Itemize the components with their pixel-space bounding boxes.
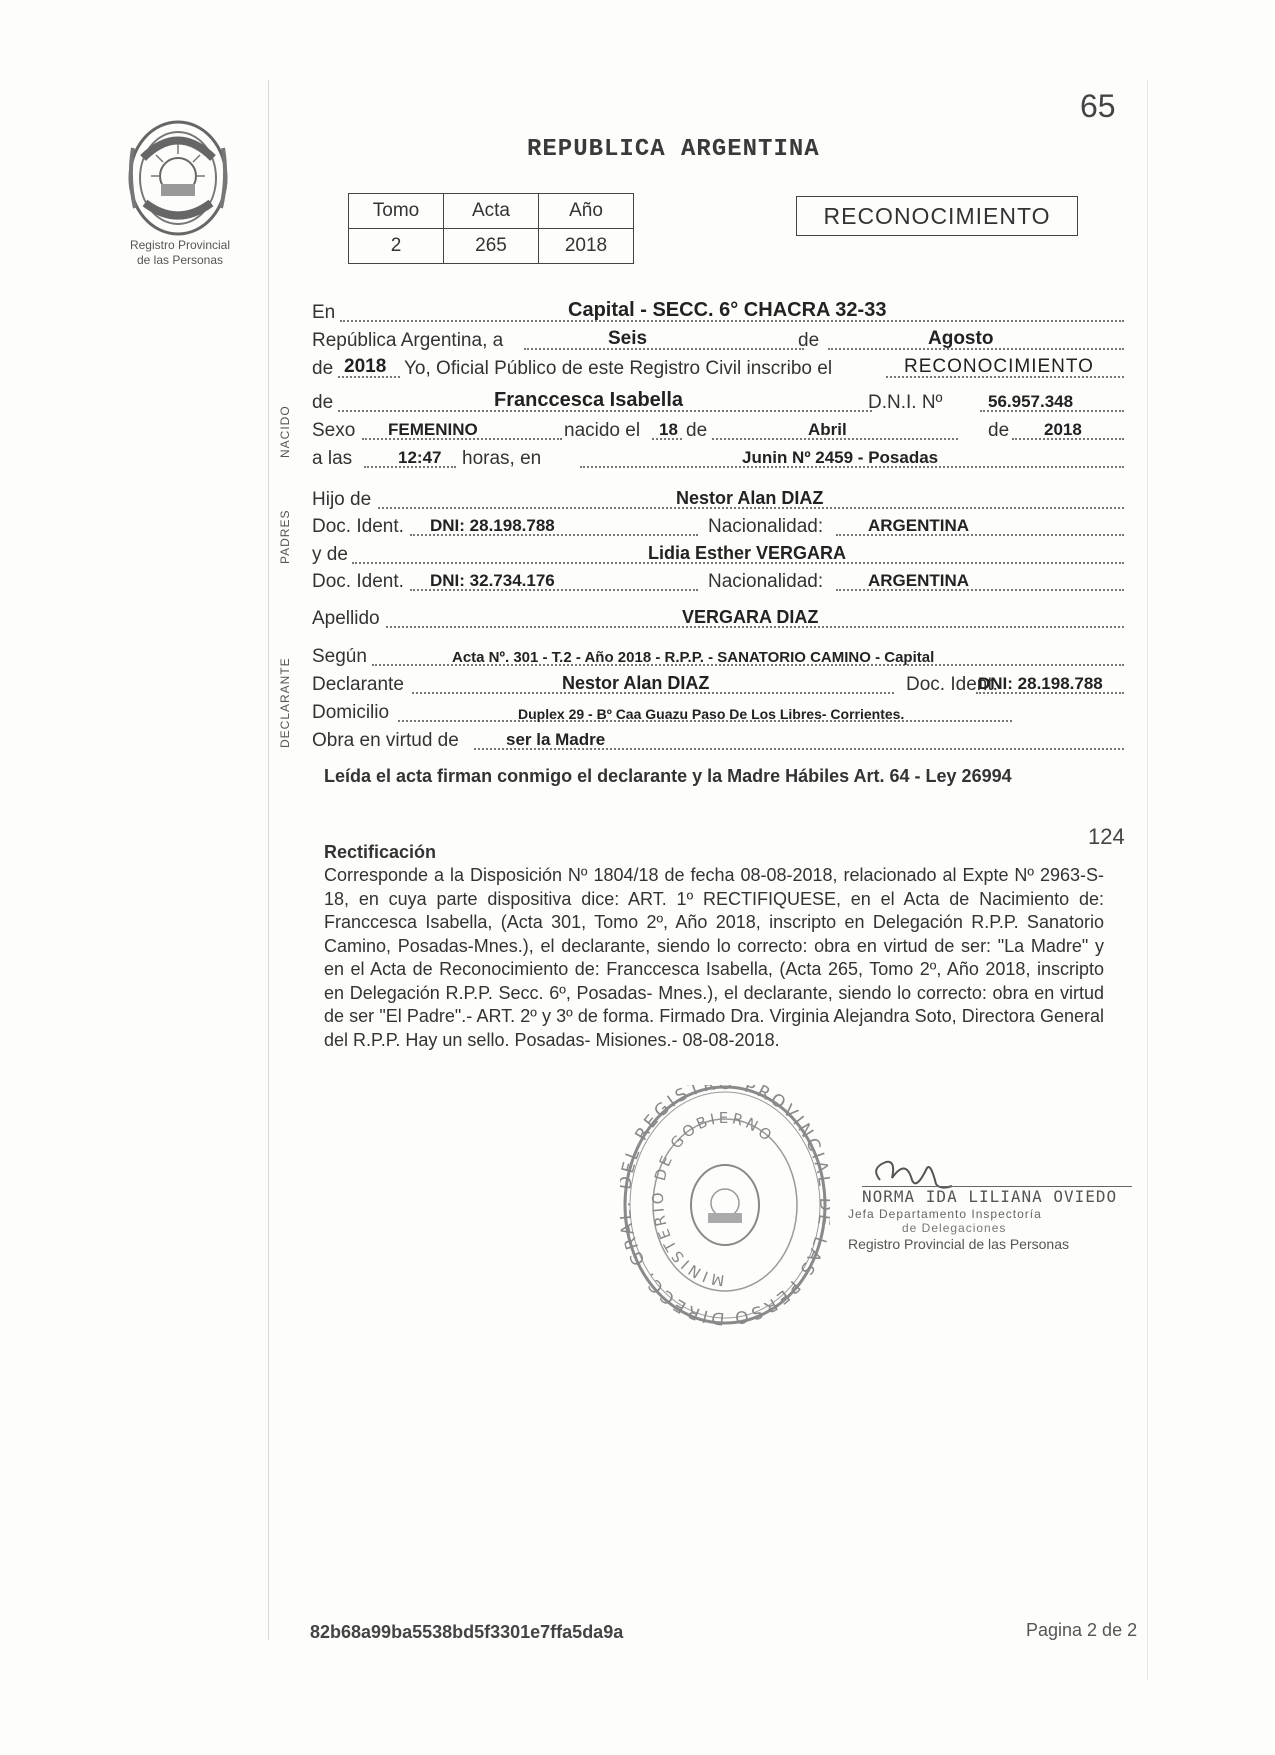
header-anio: Año (539, 194, 634, 229)
nac-anio: 2018 (1044, 420, 1082, 439)
line-madre-doc: Doc. Ident. DNI: 32.734.176 Nacionalidad: ARGENTINA (312, 565, 1124, 595)
signature-name: NORMA IDA LILIANA OVIEDO (862, 1187, 1118, 1206)
page-indicator: Pagina 2 de 2 (1026, 1620, 1138, 1640)
sexo: FEMENINO (388, 420, 478, 439)
lugar-registro: Capital - SECC. 6° CHACRA 32-33 (568, 299, 887, 321)
inscripcion: RECONOCIMIENTO (904, 356, 1094, 377)
leida-statement: Leída el acta firman conmigo el declarante y la Madre Hábiles Art. 64 - Ley 26994 (324, 766, 1012, 786)
line-segun: Según Acta Nº. 301 - T.2 - Año 2018 - R.P.P. - SANATORIO CAMINO - Capital (312, 640, 1124, 670)
rectificacion-number: 124 (1088, 824, 1125, 849)
header-acta: Acta (444, 194, 539, 229)
padre-nacionalidad: ARGENTINA (868, 516, 970, 535)
document-hash: 82b68a99ba5538bd5f3301e7ffa5da9a (310, 1622, 624, 1642)
segun: Acta Nº. 301 - T.2 - Año 2018 - R.P.P. - SANATORIO CAMINO - Capital (452, 649, 935, 666)
obra: ser la Madre (506, 730, 606, 749)
padre: Nestor Alan DIAZ (676, 488, 824, 508)
svg-text:DIRECC. GRAL. DEL REGISTRO PRO: DIRECC. GR EL REGISTR PROVINCI LAS PERSO (620, 1085, 830, 1329)
anio: 2018 (344, 356, 387, 377)
line-obra: Obra en virtud de ser la Madre (312, 724, 1124, 754)
line-en: En Capital - SECC. 6° CHACRA 32-33 (312, 296, 1124, 326)
line-sexo: Sexo FEMENINO nacido el 18 de Abril de 2018 (312, 414, 1124, 444)
line-hora: a las 12:47 horas, en Junin Nº 2459 - Posadas (312, 442, 1124, 472)
svg-text:MINISTERIO DE GOBIERNO: MINISTERIO DE GOBIERNO (648, 1108, 778, 1290)
side-label-nacido: NACIDO (278, 405, 292, 458)
declarante-doc: DNI: 28.198.788 (978, 674, 1103, 693)
line-domicilio: Domicilio Duplex 29 - Bº Caa Guazu Paso De Los Libres- Corrientes. (312, 696, 1124, 726)
record-table (348, 193, 634, 264)
mes: Agosto (928, 328, 994, 349)
padre-doc: DNI: 28.198.788 (430, 516, 555, 535)
lugar-nacimiento: Junin Nº 2459 - Posadas (742, 448, 939, 467)
line-anio: de 2018 Yo, Oficial Público de este Registro Civil inscribo el RECONOCIMIENTO (312, 352, 1124, 382)
line-apellido: Apellido VERGARA DIAZ (312, 602, 1124, 632)
madre-doc: DNI: 32.734.176 (430, 571, 555, 590)
apellido: VERGARA DIAZ (682, 607, 819, 627)
dni: 56.957.348 (988, 392, 1074, 411)
side-label-declarante: DECLARANTE (278, 657, 292, 748)
rectificacion-title: Rectificación (324, 842, 437, 862)
official-seal (620, 1085, 830, 1340)
value-tomo: 2 (349, 229, 444, 264)
rectificacion-body: Corresponde a la Disposición Nº 1804/18 de fecha 08-08-2018, relacionado al Expte Nº 2963-S-18, en cuya parte dispositiva dice: ART. 1º RECTIFIQUESE, en el Acta de Nacimiento de: Franccesca Isabella, (Acta 301, Tomo 2º, Año 2018, inscripto en Delegación R.P.P. Sanatorio Camino, Posadas-Mnes.), el declarante, siendo lo correcto: obra en virtud de ser: "La Madre" y en el Acta de Reconocimiento de: Franccesca Isabella, (Acta 265, Tomo 2º, Año 2018, inscripto en Delegación R.P.P. Secc. 6º, Posadas- Mnes.), el declarante, siendo lo correcto: obra en virtud de ser "El Padre".- ART. 2º y 3º de forma. Firmado Dra. Virginia Alejandra Soto, Directora General del R.P.P. Hay un sello. Posadas- Misiones.- 08-08-2018. (324, 865, 1104, 1050)
line-republica: República Argentina, a Seis de Agosto (312, 324, 1124, 354)
line-declarante: Declarante Nestor Alan DIAZ Doc. Ident. DNI: 28.198.788 (312, 668, 1124, 698)
madre-nacionalidad: ARGENTINA (868, 571, 970, 590)
record-type-box: RECONOCIMIENTO (796, 196, 1078, 236)
hora: 12:47 (398, 448, 442, 467)
value-acta: 265 (444, 229, 539, 264)
line-nombre: de Franccesca Isabella D.N.I. Nº 56.957.348 (312, 386, 1124, 416)
margin-rule (268, 80, 269, 1640)
line-padre-doc: Doc. Ident. DNI: 28.198.788 Nacionalidad: ARGENTINA (312, 510, 1124, 540)
nac-dia: 18 (659, 420, 678, 439)
side-label-padres: PADRES (278, 509, 292, 564)
header-tomo: Tomo (349, 194, 444, 229)
logo-caption: Registro Provincial de las Personas (129, 238, 231, 267)
signature-dept: de Delegaciones (902, 1221, 1007, 1235)
document-title: REPUBLICA ARGENTINA (527, 136, 820, 163)
right-edge-rule (1147, 80, 1148, 1680)
madre: Lidia Esther VERGARA (648, 543, 847, 563)
line-hijo: Hijo de Nestor Alan DIAZ (312, 483, 1124, 513)
signature-title: Jefa Departamento Inspectoría (848, 1207, 1042, 1221)
coat-of-arms-logo (118, 118, 238, 243)
nac-mes: Abril (808, 420, 847, 439)
line-madre: y de Lidia Esther VERGARA (312, 538, 1124, 568)
domicilio: Duplex 29 - Bº Caa Guazu Paso De Los Libres- Corrientes. (518, 706, 905, 722)
dia: Seis (608, 328, 648, 349)
value-anio: 2018 (539, 229, 634, 264)
nombre: Franccesca Isabella (494, 389, 684, 411)
declarante: Nestor Alan DIAZ (562, 673, 710, 693)
page-number: 65 (1080, 88, 1116, 124)
signature-org: Registro Provincial de las Personas (848, 1236, 1069, 1252)
